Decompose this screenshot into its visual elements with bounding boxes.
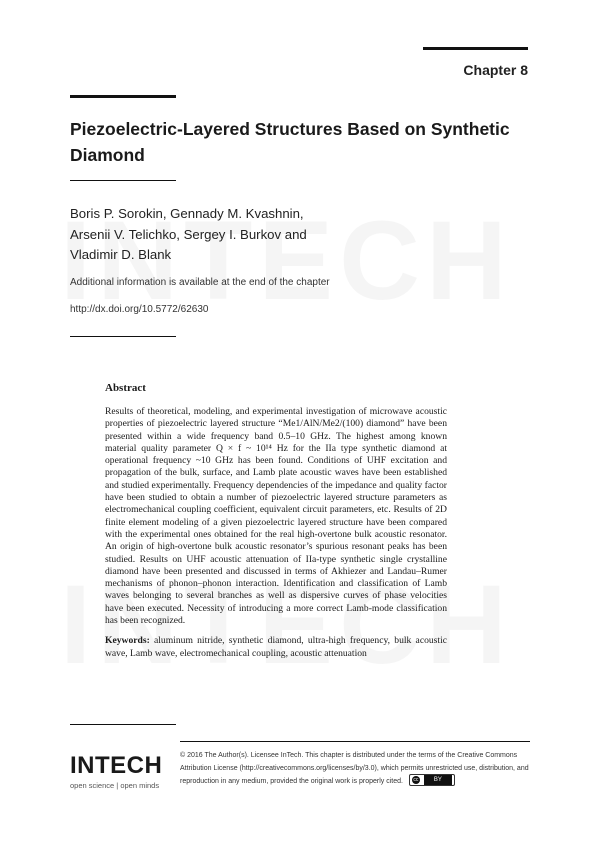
- keywords: [105, 635, 447, 660]
- footer-long-rule: [180, 741, 530, 742]
- doi-link[interactable]: http://dx.doi.org/10.5772/62630: [70, 304, 209, 315]
- footer-short-rule: [70, 724, 176, 725]
- abstract-heading: Abstract: [105, 382, 146, 394]
- cc-icon: cc: [413, 777, 419, 783]
- keywords-text: aluminum nitride, synthetic diamond, ultra-high frequency, bulk acoustic wave, Lamb wave, electromechanical coupling, acoustic attenuation: [105, 635, 447, 659]
- by-label: BY: [424, 775, 452, 785]
- author-line: Vladimir D. Blank: [70, 247, 172, 262]
- chapter-rule: [423, 47, 528, 50]
- license-body: © 2016 The Author(s). Licensee InTech. This chapter is distributed under the terms of the Creative Commons Attribution License (http://creativecommons.org/licenses/by/3.0), which permits unrestricted use, distribution, and reproduction in any medium, provided the original work is properly cited.: [180, 752, 529, 785]
- intech-tagline: open science | open minds: [70, 781, 160, 790]
- chapter-label: Chapter 8: [463, 62, 528, 78]
- abstract-body: Results of theoretical, modeling, and experimental investigation of microwave acoustic properties of piezoelectric layered structure “Me1/AlN/Me2/(100) diamond” have been presented within a wide frequency band 0.5–10 GHz. The highest among known material quality parameter Q × f ~ 10¹⁴ Hz for the IIa type synthetic diamond at operational frequency ~10 GHz has been found. Conditions of UHF excitation and propagation of the bulk, surface, and Lamb plate acoustic waves have been established and studied experimentally. Frequency dependencies of the impedance and quality factor have been studied to obtain a number of piezoelectric layered structure parameters as electromechanical coupling coefficient, equivalent circuit parameters, etc. Results of 2D finite element modeling of a given piezoelectric layered structure have been compared with the experimental ones obtained for the real high-overtone bulk acoustic resonator. An origin of high-overtone bulk acoustic resonator’s spurious resonant peaks has been studied. Results on UHF acoustic attenuation of IIa-type synthetic single crystalline diamond have been presented and discussed in terms of Akhiezer and Landau–Rumer mechanisms of phonon–phonon interaction. Identification and classification of Lamb waves belonging to several branches as well as dispersive curves of phase velocities have been executed. Necessity of introducing a more correct Lamb-mode classification has been recognized.: [105, 406, 447, 627]
- authors: [70, 204, 370, 266]
- author-line: Boris P. Sorokin, Gennady M. Kvashnin,: [70, 206, 304, 221]
- author-line: Arsenii V. Telichko, Sergey I. Burkov and: [70, 226, 307, 242]
- title-underline: [70, 180, 176, 181]
- abstract-section: [105, 382, 447, 660]
- cc-by-badge-icon[interactable]: [409, 774, 455, 786]
- title-rule: [70, 95, 176, 98]
- additional-info: Additional information is available at the end of the chapter: [70, 277, 330, 288]
- keywords-label: Keywords:: [105, 635, 150, 647]
- doi-underline: [70, 336, 176, 337]
- license-text: [180, 750, 532, 788]
- chapter-title: Piezoelectric-Layered Structures Based on Synthetic Diamond: [70, 119, 510, 165]
- intech-logo: INTECH: [70, 752, 163, 779]
